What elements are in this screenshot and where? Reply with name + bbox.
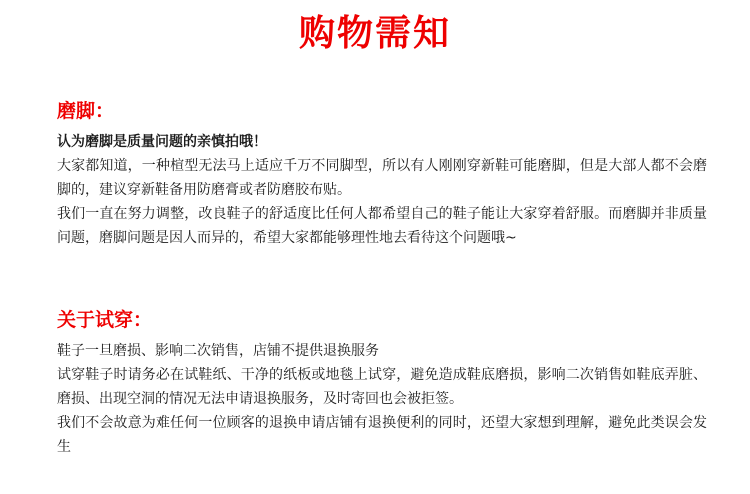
section-heading: 磨脚： [57, 100, 115, 122]
notice-paragraph: 我们不会故意为难任何一位顾客的退换申请店铺有退换便利的同时，还望大家想到理解，避免此类误会发生 [57, 415, 707, 455]
notice-paragraph: 大家都知道，一种楦型无法马上适应千万不同脚型，所以有人刚刚穿新鞋可能磨脚，但是大部人都不会磨脚的，建议穿新鞋备用防磨膏或者防磨胶布贴。 [57, 158, 707, 198]
section-heading: 关于试穿： [57, 309, 153, 331]
notice-paragraph: 我们一直在努力调整，改良鞋子的舒适度比任何人都希望自己的鞋子能让大家穿着舒服。而磨脚并非质量问题，磨脚问题是因人而异的，希望大家都能够理性地去看待这个问题哦~ [57, 206, 707, 246]
page-title: 购物需知 [298, 13, 451, 54]
section-try-on [57, 307, 707, 459]
notice-paragraph: 鞋子一旦磨损、影响二次销售，店铺不提供退换服务 [57, 343, 379, 359]
notice-emphasis: 认为磨脚是质量问题的亲慎拍哦！ [57, 134, 267, 150]
section-foot-rubbing [57, 98, 707, 250]
notice-paragraph: 试穿鞋子时请务必在试鞋纸、干净的纸板或地毯上试穿，避免造成鞋底磨损，影响二次销售如鞋底弄脏、磨损、出现空洞的情况无法申请退换服务，及时寄回也会被拒签。 [57, 367, 707, 407]
